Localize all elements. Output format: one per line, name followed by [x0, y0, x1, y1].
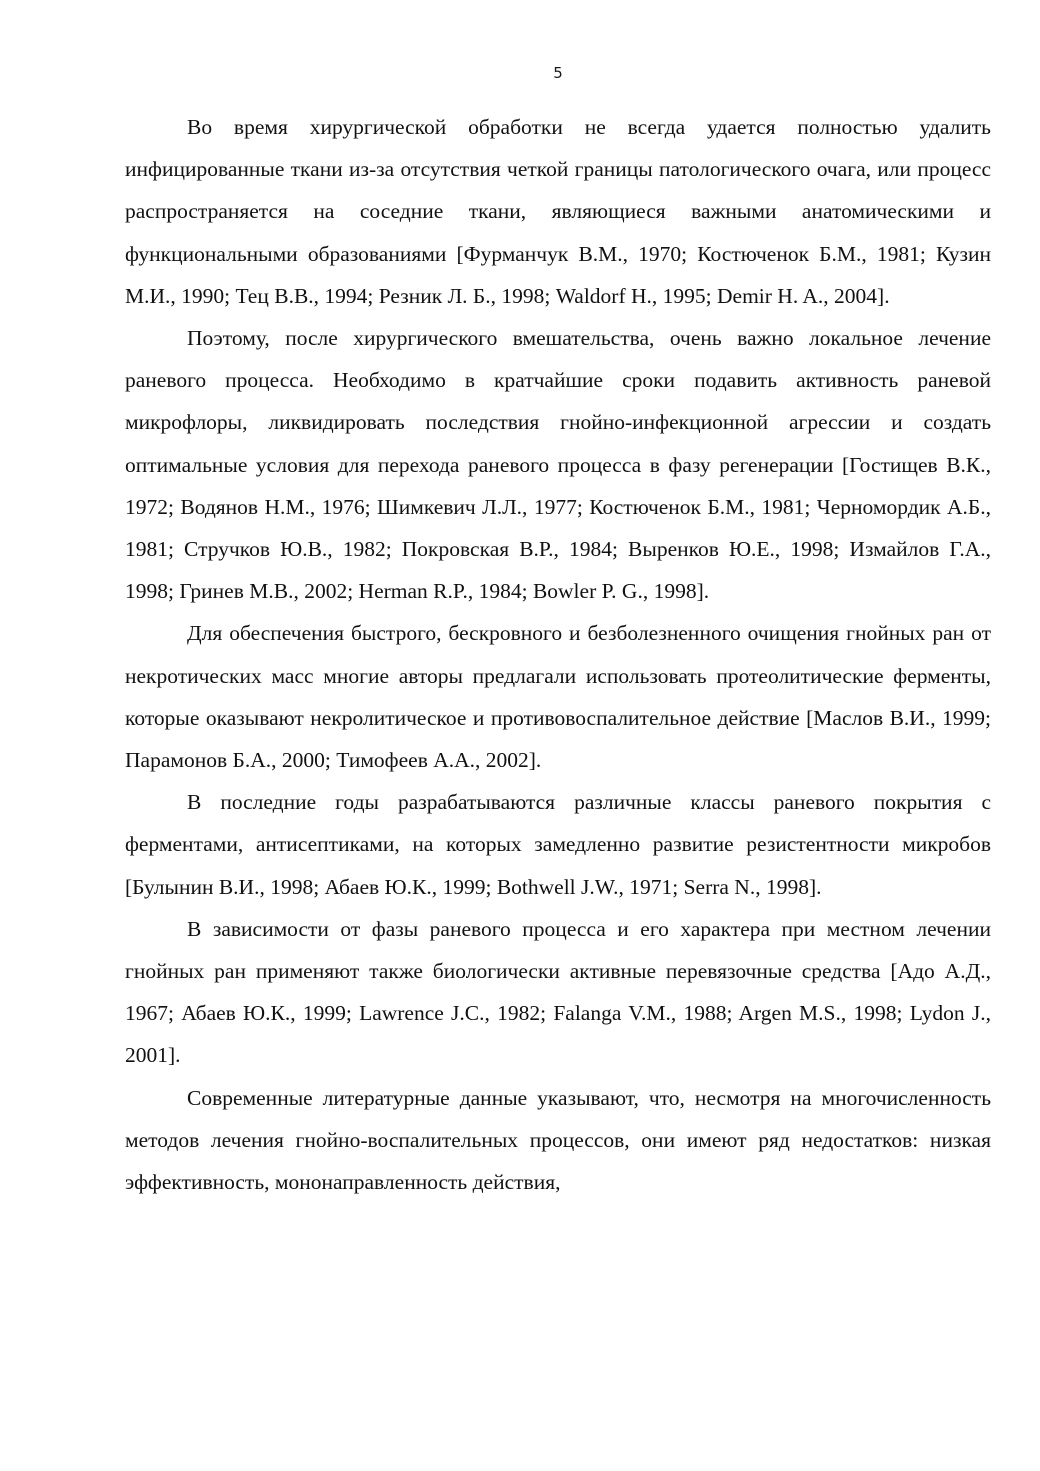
paragraph: Для обеспечения быстрого, бескровного и безболезненного очищения гнойных ран от некротических масс многие авторы предлагали использовать протеолитические ферменты, которые оказывают некролитическое и противовоспалительное действие [Маслов В.И., 1999; Парамонов Б.А., 2000; Тимофеев А.А., 2002].: [125, 621, 991, 773]
paragraph: В зависимости от фазы раневого процесса и его характера при местном лечении гнойных ран применяют также биологически активные перевязочные средства [Адо А.Д., 1967; Абаев Ю.К., 1999; Lawrence J.C., 1982; Falanga V.M., 1988; Argen M.S., 1998; Lydon J., 2001].: [125, 916, 991, 1068]
paragraph: Во время хирургической обработки не всегда удается полностью удалить инфицированные ткани из-за отсутствия четкой границы патологического очага, или процесс распространяется на соседние ткани, являющиеся важными анатомическими и функциональными образованиями [Фурманчук В.М., 1970; Костюченок Б.М., 1981; Кузин М.И., 1990; Тец В.В., 1994; Резник Л. Б., 1998; Waldorf H., 1995; Demir H. A., 2004].: [125, 115, 991, 308]
body-text: [125, 106, 991, 1203]
paragraph: Современные литературные данные указывают, что, несмотря на многочисленность методов лечения гнойно-воспалительных процессов, они имеют ряд недостатков: низкая эффективность, мононаправленность действия,: [125, 1085, 991, 1195]
paragraph: Поэтому, после хирургического вмешательства, очень важно локальное лечение раневого процесса. Необходимо в кратчайшие сроки подавить активность раневой микрофлоры, ликвидировать последствия гнойно-инфекционной агрессии и создать оптимальные условия для перехода раневого процесса в фазу регенерации [Гостищев В.К., 1972; Водянов Н.М., 1976; Шимкевич Л.Л., 1977; Костюченок Б.М., 1981; Черномордик А.Б., 1981; Стручков Ю.В., 1982; Покровская В.Р., 1984; Выренков Ю.Е., 1998; Измайлов Г.А., 1998; Гринев М.В., 2002; Herman R.P., 1984; Bowler P. G., 1998].: [125, 326, 991, 604]
paragraph: В последние годы разрабатываются различные классы раневого покрытия с ферментами, антисептиками, на которых замедленно развитие резистентности микробов [Булынин В.И., 1998; Абаев Ю.К., 1999; Bothwell J.W., 1971; Serra N., 1998].: [125, 790, 991, 899]
page-number: 5: [553, 64, 563, 82]
